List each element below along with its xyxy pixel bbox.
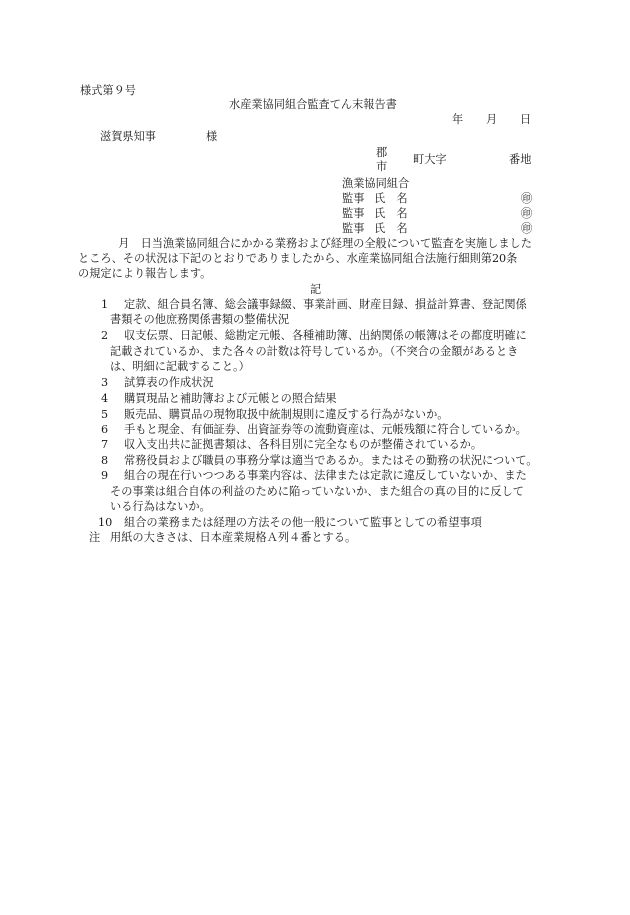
address-town: 町大字: [413, 153, 447, 166]
auditor-role: 監事: [342, 222, 365, 235]
item-number: 4: [101, 392, 109, 405]
ki-heading: 記: [310, 283, 322, 296]
item-number: 6: [101, 423, 109, 436]
footnote-text: 用紙の大きさは、日本産業規格Ａ列４番とする。: [110, 531, 357, 544]
item-line: いる行為はないか。: [110, 500, 211, 513]
body-line: 月 日当漁業協同組合にかかる業務および経理の全般について監査を実施しました: [107, 237, 532, 250]
item-number: 5: [101, 408, 109, 421]
auditor-name-label: 氏 名: [374, 222, 408, 235]
item-line: は、明細に記載すること。）: [110, 360, 250, 373]
item-number: 1: [101, 298, 109, 311]
body-line: の規定により報告します。: [78, 267, 212, 280]
item-line: 書類その他庶務関係書類の整備状況: [110, 313, 290, 326]
seal-mark: ㊞: [521, 222, 533, 235]
item-number: 8: [101, 454, 109, 467]
body-line: ところ、その状況は下記のとおりでありましたから、水産業協同組合法施行細則第20条: [78, 252, 518, 265]
address-banchi: 番地: [509, 153, 532, 166]
item-line: 試算表の作成状況: [124, 376, 214, 389]
item-line: 組合の業務または経理の方法その他一般について監事としての希望事項: [124, 516, 482, 529]
addressee-honorific: 様: [206, 130, 218, 143]
addressee-name: 滋賀県知事: [100, 130, 156, 143]
item-line: 記載されているか、また各々の計数は符号しているか。（不突合の金額があるとき: [110, 345, 519, 358]
item-line: 定款、組合員名簿、総会議事録綴、事業計画、財産目録、損益計算書、登記関係: [124, 298, 527, 311]
association-name: 漁業協同組合: [342, 177, 410, 190]
footnote-label: 注: [89, 531, 101, 544]
date-day: 日: [520, 113, 532, 126]
item-number: 2: [101, 329, 109, 342]
auditor-role: 監事: [342, 207, 365, 220]
item-line: 手もと現金、有価証券、出資証券等の流動資産は、元帳残額に符合しているか。: [124, 423, 527, 436]
address-gun: 郡: [376, 146, 388, 159]
seal-mark: ㊞: [521, 192, 533, 205]
item-number: 9: [101, 469, 109, 482]
document-title: 水産業協同組合監査てん末報告書: [229, 98, 397, 111]
item-line: 常務役員および職員の事務分掌は適当であるか。またはその勤務の状況について。: [124, 454, 538, 467]
item-number: 7: [101, 438, 109, 451]
seal-mark: ㊞: [521, 207, 533, 220]
item-line: 収入支出共に証拠書類は、各科目別に完全なものが整備されているか。: [124, 438, 483, 451]
item-line: 収支伝票、日記帳、総勘定元帳、各種補助簿、出納関係の帳簿はその都度明確に: [124, 329, 527, 342]
item-number: 3: [101, 376, 109, 389]
item-line: 購買現品と補助簿および元帳との照合結果: [124, 392, 337, 405]
address-shi: 市: [376, 160, 388, 173]
item-line: 販売品、購買品の現物取扱中統制規則に違反する行為がないか。: [124, 408, 449, 421]
form-number: 様式第９号: [80, 84, 136, 97]
item-line: その事業は組合自体の利益のために陥っていないか、また組合の真の目的に反して: [110, 485, 524, 498]
date-month: 月: [486, 113, 498, 126]
auditor-name-label: 氏 名: [374, 207, 408, 220]
date-year: 年: [452, 113, 464, 126]
item-line: 組合の現在行いつつある事業内容は、法律または定款に違反していないか、また: [124, 469, 527, 482]
item-number: 10: [98, 516, 113, 529]
auditor-name-label: 氏 名: [374, 192, 408, 205]
auditor-role: 監事: [342, 192, 365, 205]
